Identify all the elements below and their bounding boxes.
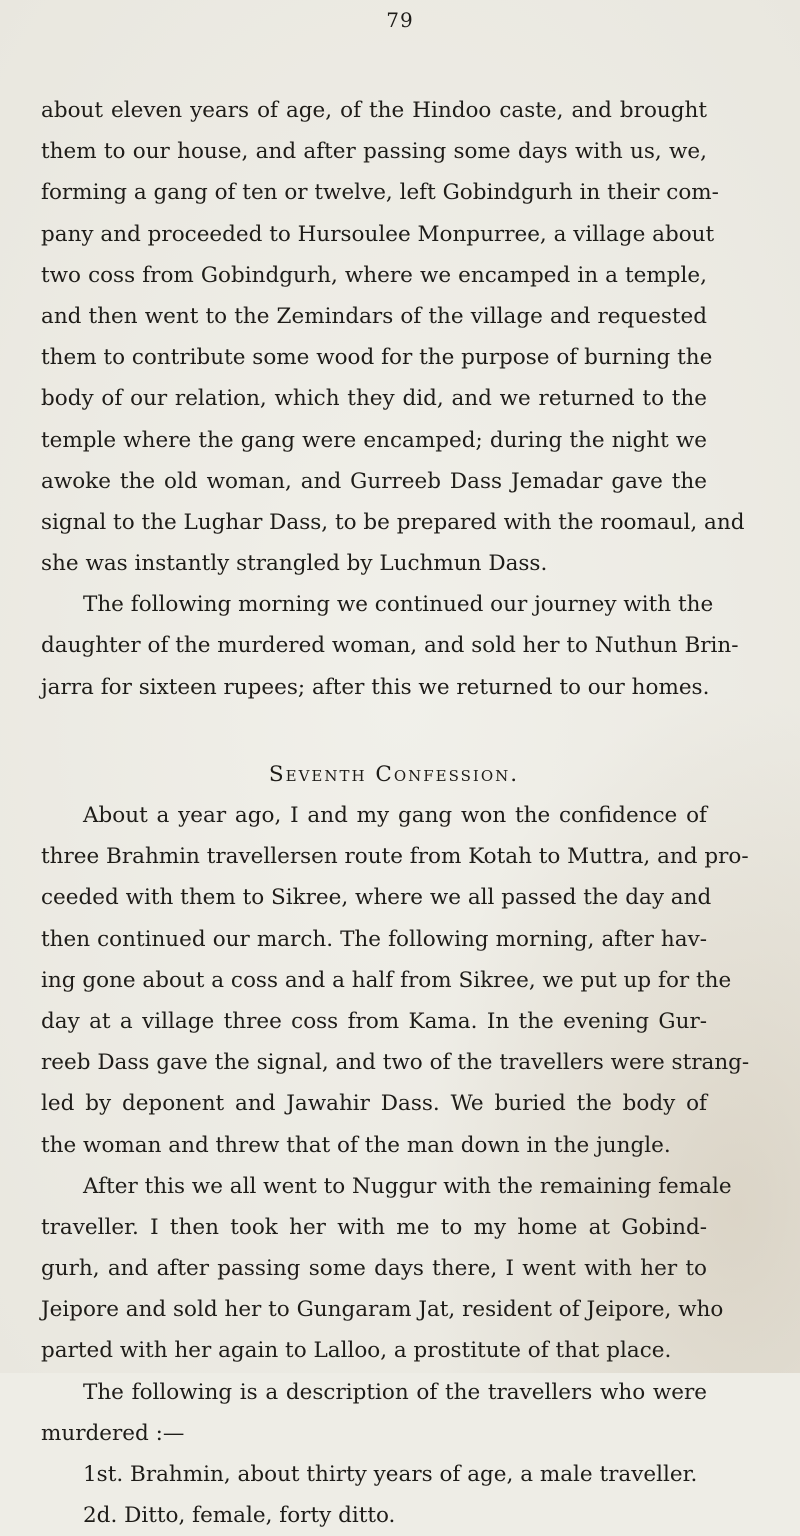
text-line: then continued our march. The following morning, after hav- [41, 926, 707, 952]
text-line: daughter of the murdered woman, and sold her to Nuthun Brin- [41, 633, 739, 659]
text-line: pany and proceeded to Hursoulee Monpurree, a village about [41, 221, 715, 247]
text-line: body of our relation, which they did, and we returned to the [41, 386, 707, 412]
paragraph-4 [41, 1166, 732, 1372]
text-line: reeb Dass gave the signal, and two of the travellers were strang- [41, 1050, 750, 1076]
paragraph-1 [41, 90, 745, 584]
text-line: jarra for sixteen rupees; after this we returned to our homes. [41, 674, 710, 700]
text-line: led by deponent and Jawahir Dass. We buried the body of [41, 1091, 707, 1117]
text-line: The following is a description of the travellers who were [83, 1379, 707, 1405]
paragraph-3 [41, 795, 750, 1166]
text-line: parted with her again to Lalloo, a prostitute of that place. [41, 1338, 672, 1364]
text-line: temple where the gang were encamped; during the night we [41, 427, 707, 453]
text-line: ceeded with them to Sikree, where we all passed the day and [41, 885, 712, 911]
text-line: The following morning we continued our journey with the [83, 592, 714, 618]
text-line: Jeipore and sold her to Gungaram Jat, resident of Jeipore, who [41, 1297, 724, 1323]
list-item: 1st. Brahmin, about thirty years of age, a male traveller. [83, 1462, 698, 1487]
text-line: them to contribute some wood for the purpose of burning the [41, 345, 713, 371]
text-line: signal to the Lughar Dass, to be prepared with the roomaul, and [41, 509, 745, 535]
list-item: 2d. Ditto, female, forty ditto. [83, 1503, 396, 1529]
text-line: she was instantly strangled by Luchmun Dass. [41, 551, 548, 577]
text-line: About a year ago, I and my gang won the confidence of [83, 803, 707, 828]
victim-list [41, 1454, 707, 1536]
page-number: 79 [386, 8, 414, 32]
section-heading: Seventh Confession. [268, 761, 520, 787]
text-line: day at a village three coss from Kama. In the evening Gur- [41, 1008, 707, 1034]
text-line: forming a gang of ten or twelve, left Gobindgurh in their com- [41, 180, 719, 206]
text-line: ing gone about a coss and a half from Sikree, we put up for the [41, 967, 732, 993]
paragraph-2 [41, 584, 739, 708]
body-text [41, 90, 750, 1536]
paragraph-5 [41, 1372, 707, 1454]
text-line: three Brahmin travellersen route from Kotah to Muttra, and pro- [41, 844, 749, 870]
text-line: them to our house, and after passing some days with us, we, [41, 139, 707, 165]
text-line: After this we all went to Nuggur with the remaining female [83, 1173, 732, 1199]
text-line: gurh, and after passing some days there, I went with her to [41, 1256, 707, 1282]
text-line: awoke the old woman, and Gurreeb Dass Jemadar gave the [41, 468, 707, 494]
text-line: murdered :— [41, 1420, 185, 1446]
text-line: the woman and threw that of the man down in the jungle. [41, 1132, 671, 1158]
text-line: traveller. I then took her with me to my home at Gobind- [41, 1214, 707, 1240]
text-line: about eleven years of age, of the Hindoo caste, and brought [41, 98, 707, 123]
text-line: and then went to the Zemindars of the village and requested [41, 303, 707, 329]
text-line: two coss from Gobindgurh, where we encamped in a temple, [41, 262, 707, 288]
